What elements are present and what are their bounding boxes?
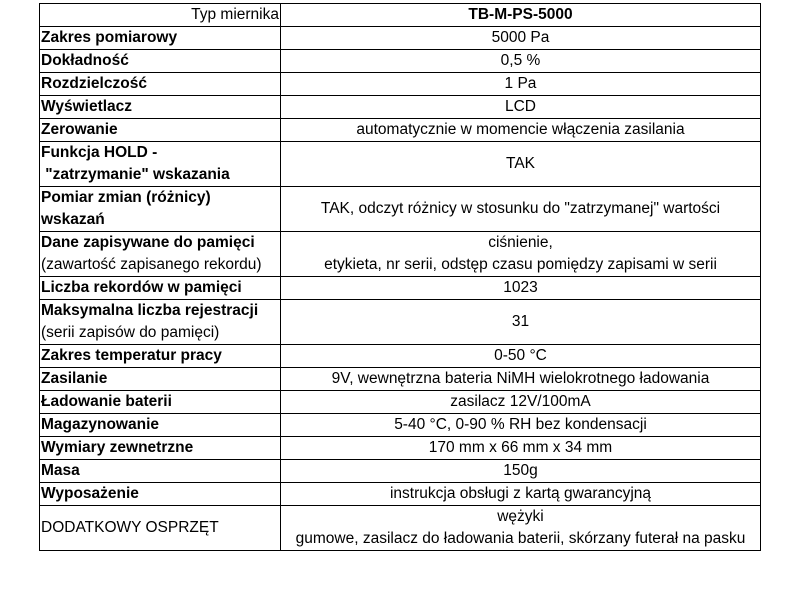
row-value: 170 mm x 66 mm x 34 mm bbox=[281, 437, 761, 460]
table-row bbox=[40, 119, 761, 142]
row-label-line: (zawartość zapisanego rekordu) bbox=[41, 256, 262, 273]
row-value bbox=[281, 506, 761, 551]
table-row bbox=[40, 27, 761, 50]
row-label: Dokładność bbox=[40, 50, 281, 73]
row-label-line: Pomiar zmian (różnicy) bbox=[41, 189, 211, 206]
row-label bbox=[40, 187, 281, 232]
row-value-line: etykieta, nr serii, odstęp czasu pomiędzy zapisami w serii bbox=[324, 256, 717, 273]
row-label-line: (serii zapisów do pamięci) bbox=[41, 324, 220, 341]
row-label: Magazynowanie bbox=[40, 414, 281, 437]
row-label-line: wskazań bbox=[41, 211, 105, 228]
row-label: Liczba rekordów w pamięci bbox=[40, 277, 281, 300]
row-label: Zasilanie bbox=[40, 368, 281, 391]
row-label: DODATKOWY OSPRZĘT bbox=[40, 506, 281, 551]
row-label bbox=[40, 300, 281, 345]
row-label-line: Maksymalna liczba rejestracji bbox=[41, 302, 259, 319]
row-value: 1 Pa bbox=[281, 73, 761, 96]
row-value: 9V, wewnętrzna bateria NiMH wielokrotnego ładowania bbox=[281, 368, 761, 391]
table-row bbox=[40, 277, 761, 300]
row-value: 5-40 °C, 0-90 % RH bez kondensacji bbox=[281, 414, 761, 437]
row-label bbox=[40, 232, 281, 277]
row-value: automatycznie w momencie włączenia zasilania bbox=[281, 119, 761, 142]
meter-type-label: Typ miernika bbox=[40, 4, 281, 27]
table-row bbox=[40, 483, 761, 506]
row-value: 5000 Pa bbox=[281, 27, 761, 50]
table-row bbox=[40, 391, 761, 414]
meter-model: TB-M-PS-5000 bbox=[281, 4, 761, 27]
row-label: Zerowanie bbox=[40, 119, 281, 142]
row-value: TAK, odczyt różnicy w stosunku do "zatrzymanej" wartości bbox=[281, 187, 761, 232]
table-row bbox=[40, 300, 761, 345]
row-value: 150g bbox=[281, 460, 761, 483]
row-value: 31 bbox=[281, 300, 761, 345]
row-value-line: gumowe, zasilacz do ładowania baterii, skórzany futerał na pasku bbox=[295, 530, 746, 547]
row-label: Ładowanie baterii bbox=[40, 391, 281, 414]
table-row bbox=[40, 345, 761, 368]
row-label-line: Dane zapisywane do pamięci bbox=[41, 234, 255, 251]
row-value: TAK bbox=[281, 142, 761, 187]
table-row bbox=[40, 368, 761, 391]
row-value-line: ciśnienie, bbox=[488, 234, 553, 251]
row-value: LCD bbox=[281, 96, 761, 119]
table-row bbox=[40, 50, 761, 73]
table-row bbox=[40, 73, 761, 96]
table-row bbox=[40, 506, 761, 551]
row-label bbox=[40, 142, 281, 187]
row-value: 0,5 % bbox=[281, 50, 761, 73]
table-row bbox=[40, 187, 761, 232]
row-label: Zakres pomiarowy bbox=[40, 27, 281, 50]
row-value: 1023 bbox=[281, 277, 761, 300]
table-row bbox=[40, 232, 761, 277]
row-value: zasilacz 12V/100mA bbox=[281, 391, 761, 414]
table-row bbox=[40, 414, 761, 437]
table-row bbox=[40, 142, 761, 187]
row-value bbox=[281, 232, 761, 277]
row-value: 0-50 °C bbox=[281, 345, 761, 368]
spec-table bbox=[39, 3, 761, 551]
row-label-line: Funkcja HOLD - bbox=[41, 144, 158, 161]
table-row bbox=[40, 96, 761, 119]
row-label: Wyposażenie bbox=[40, 483, 281, 506]
row-label: Rozdzielczość bbox=[40, 73, 281, 96]
row-label: Masa bbox=[40, 460, 281, 483]
row-label: Wymiary zewnetrzne bbox=[40, 437, 281, 460]
table-row bbox=[40, 437, 761, 460]
table-row bbox=[40, 460, 761, 483]
row-label: Wyświetlacz bbox=[40, 96, 281, 119]
table-header-row bbox=[40, 4, 761, 27]
row-label: Zakres temperatur pracy bbox=[40, 345, 281, 368]
row-value: instrukcja obsługi z kartą gwarancyjną bbox=[281, 483, 761, 506]
row-value-line: wężyki bbox=[497, 508, 544, 525]
row-label-line: "zatrzymanie" wskazania bbox=[41, 166, 230, 183]
